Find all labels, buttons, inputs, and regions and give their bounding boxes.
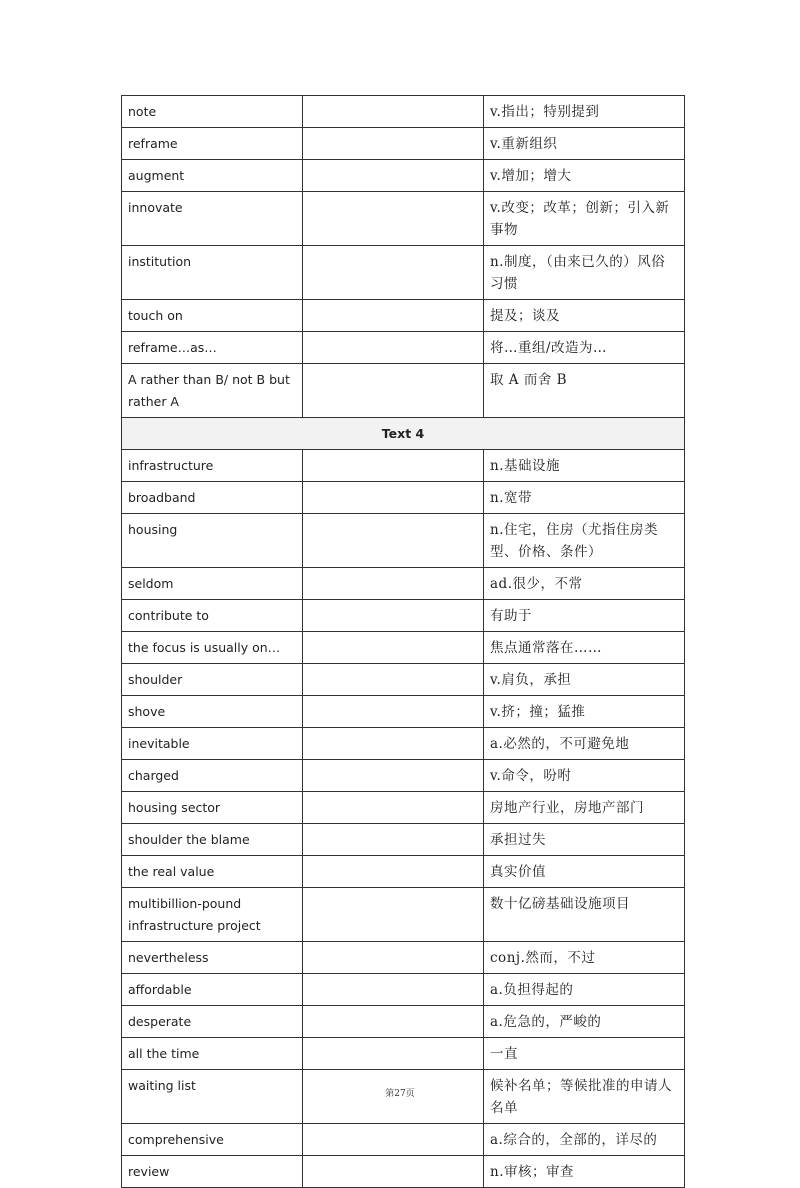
- table-row: [122, 600, 685, 632]
- table-row: [122, 364, 685, 418]
- table-row: [122, 450, 685, 482]
- english-term: touch on: [122, 300, 303, 332]
- blank-cell: [303, 364, 484, 418]
- english-term: shoulder: [122, 664, 303, 696]
- english-term: affordable: [122, 974, 303, 1006]
- table-row: [122, 696, 685, 728]
- chinese-meaning: a.必然的，不可避免地: [484, 728, 685, 760]
- table-row: [122, 96, 685, 128]
- chinese-meaning: 焦点通常落在……: [484, 632, 685, 664]
- chinese-meaning: 房地产行业，房地产部门: [484, 792, 685, 824]
- english-term: infrastructure: [122, 450, 303, 482]
- chinese-meaning: 一直: [484, 1038, 685, 1070]
- chinese-meaning: v.重新组织: [484, 128, 685, 160]
- blank-cell: [303, 600, 484, 632]
- blank-cell: [303, 1156, 484, 1188]
- table-row: [122, 568, 685, 600]
- english-term: review: [122, 1156, 303, 1188]
- table-row: [122, 246, 685, 300]
- blank-cell: [303, 792, 484, 824]
- chinese-meaning: 取 A 而舍 B: [484, 364, 685, 418]
- chinese-meaning: n.宽带: [484, 482, 685, 514]
- blank-cell: [303, 192, 484, 246]
- english-term: nevertheless: [122, 942, 303, 974]
- english-term: reframe…as…: [122, 332, 303, 364]
- blank-cell: [303, 96, 484, 128]
- english-term: seldom: [122, 568, 303, 600]
- english-term: innovate: [122, 192, 303, 246]
- table-row: [122, 332, 685, 364]
- english-term: desperate: [122, 1006, 303, 1038]
- blank-cell: [303, 128, 484, 160]
- chinese-meaning: 真实价值: [484, 856, 685, 888]
- english-term: multibillion-pound infrastructure project: [122, 888, 303, 942]
- blank-cell: [303, 568, 484, 600]
- blank-cell: [303, 824, 484, 856]
- chinese-meaning: conj.然而，不过: [484, 942, 685, 974]
- english-term: reframe: [122, 128, 303, 160]
- table-row: [122, 792, 685, 824]
- blank-cell: [303, 450, 484, 482]
- table-row: [122, 760, 685, 792]
- chinese-meaning: a.综合的，全部的，详尽的: [484, 1124, 685, 1156]
- chinese-meaning: a.负担得起的: [484, 974, 685, 1006]
- chinese-meaning: v.增加；增大: [484, 160, 685, 192]
- chinese-meaning: a.危急的，严峻的: [484, 1006, 685, 1038]
- blank-cell: [303, 942, 484, 974]
- english-term: augment: [122, 160, 303, 192]
- blank-cell: [303, 696, 484, 728]
- table-row: [122, 728, 685, 760]
- blank-cell: [303, 856, 484, 888]
- chinese-meaning: 提及；谈及: [484, 300, 685, 332]
- table-row: [122, 1006, 685, 1038]
- chinese-meaning: ad.很少，不常: [484, 568, 685, 600]
- english-term: broadband: [122, 482, 303, 514]
- chinese-meaning: 候补名单；等候批准的申请人名单: [484, 1070, 685, 1124]
- blank-cell: [303, 760, 484, 792]
- blank-cell: [303, 1038, 484, 1070]
- table-row: [122, 856, 685, 888]
- table-row: [122, 160, 685, 192]
- chinese-meaning: n.制度，（由来已久的）风俗习惯: [484, 246, 685, 300]
- english-term: housing sector: [122, 792, 303, 824]
- english-term: institution: [122, 246, 303, 300]
- english-term: charged: [122, 760, 303, 792]
- blank-cell: [303, 1006, 484, 1038]
- english-term: the real value: [122, 856, 303, 888]
- blank-cell: [303, 1124, 484, 1156]
- blank-cell: [303, 974, 484, 1006]
- vocabulary-table-body: [122, 96, 685, 1188]
- blank-cell: [303, 632, 484, 664]
- english-term: the focus is usually on…: [122, 632, 303, 664]
- chinese-meaning: 数十亿磅基础设施项目: [484, 888, 685, 942]
- chinese-meaning: n.住宅，住房（尤指住房类型、价格、条件）: [484, 514, 685, 568]
- chinese-meaning: n.审核；审查: [484, 1156, 685, 1188]
- blank-cell: [303, 888, 484, 942]
- table-row: [122, 128, 685, 160]
- section-title: Text 4: [122, 418, 685, 450]
- blank-cell: [303, 300, 484, 332]
- table-row: [122, 974, 685, 1006]
- table-row: [122, 192, 685, 246]
- english-term: waiting list: [122, 1070, 303, 1124]
- chinese-meaning: 承担过失: [484, 824, 685, 856]
- english-term: housing: [122, 514, 303, 568]
- blank-cell: [303, 482, 484, 514]
- chinese-meaning: v.改变；改革；创新；引入新事物: [484, 192, 685, 246]
- chinese-meaning: v.命令，吩咐: [484, 760, 685, 792]
- table-row: [122, 1124, 685, 1156]
- vocabulary-table: [121, 95, 685, 1188]
- chinese-meaning: 有助于: [484, 600, 685, 632]
- table-row: [122, 482, 685, 514]
- chinese-meaning: v.指出；特别提到: [484, 96, 685, 128]
- blank-cell: [303, 160, 484, 192]
- english-term: inevitable: [122, 728, 303, 760]
- blank-cell: [303, 332, 484, 364]
- page-number: 第27页: [385, 1089, 415, 1099]
- english-term: all the time: [122, 1038, 303, 1070]
- english-term: note: [122, 96, 303, 128]
- blank-cell: [303, 664, 484, 696]
- blank-cell: [303, 246, 484, 300]
- chinese-meaning: 将…重组/改造为…: [484, 332, 685, 364]
- table-row: [122, 632, 685, 664]
- table-row: [122, 942, 685, 974]
- table-row: [122, 888, 685, 942]
- table-row: [122, 1156, 685, 1188]
- english-term: contribute to: [122, 600, 303, 632]
- english-term: shoulder the blame: [122, 824, 303, 856]
- english-term: comprehensive: [122, 1124, 303, 1156]
- table-row: [122, 1038, 685, 1070]
- english-term: A rather than B/ not B but rather A: [122, 364, 303, 418]
- section-header-row: [122, 418, 685, 450]
- chinese-meaning: v.挤；撞；猛推: [484, 696, 685, 728]
- table-row: [122, 824, 685, 856]
- chinese-meaning: n.基础设施: [484, 450, 685, 482]
- english-term: shove: [122, 696, 303, 728]
- blank-cell: [303, 728, 484, 760]
- table-row: [122, 664, 685, 696]
- table-row: [122, 300, 685, 332]
- table-row: [122, 514, 685, 568]
- blank-cell: [303, 514, 484, 568]
- chinese-meaning: v.肩负，承担: [484, 664, 685, 696]
